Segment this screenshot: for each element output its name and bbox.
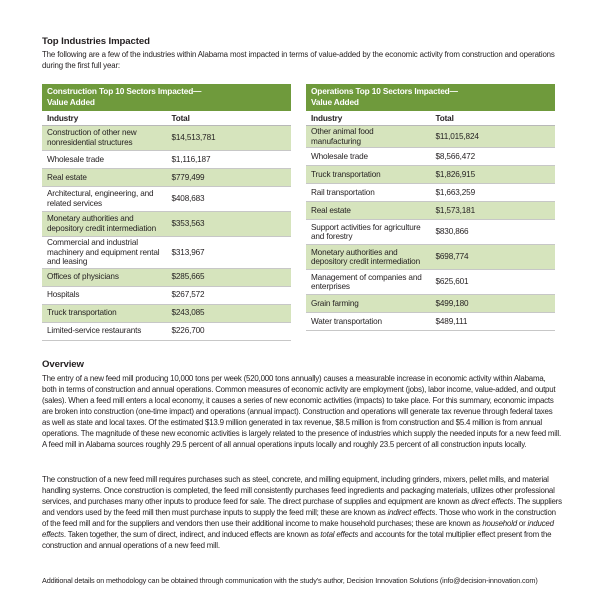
table-row [42,187,291,212]
total-cell: $625,601 [431,270,556,295]
title-line-2: Value Added [311,96,359,107]
table-row [306,220,555,245]
industry-cell: Architectural, engineering, and related services [42,187,167,212]
title-line-1: Construction Top 10 Sectors Impacted— [47,86,202,96]
table-row [42,304,291,322]
overview-paragraph-1: The entry of a new feed mill producing 10,000 tons per week (520,000 tons annually) causes a measurable increase in economic activity within Alabama, both in terms of construction and annual operations. Common measures of economic activity are employment (jobs), labor income, value-added, and output (sales). When a feed mill enters a local economy, it causes a series of new economic activities (impacts) to take place. For this summary, economic impacts are broken into construction (one-time impact) and operations (annual impact). Construction and operations will generate tax revenue through federal taxes as well as state and local taxes. Of the estimated $13.9 million generated in tax revenue, $8.5 million is from construction and $5.4 million is from annual operations. The magnitude of these new economic activities is largely related to the presence of industries which supply the needed inputs for a new feed mill. A feed mill in Alabama sources roughly 29.5 percent of all annual operations inputs locally and roughly 23.5 percent of all construction inputs locally. [42,374,561,450]
overview-title: Overview [42,359,84,370]
table-row [306,166,555,184]
total-cell: $285,665 [167,268,292,286]
title-line-1: Operations Top 10 Sectors Impacted— [311,86,458,96]
total-cell: $14,513,781 [167,126,292,151]
table-row [42,151,291,169]
table-row [42,126,291,151]
industry-cell: Wholesale trade [306,148,431,166]
table-row [42,237,291,269]
table-row [306,126,555,148]
text-segment: The construction of a new feed mill requires purchases such as steel, concrete, and milling equipment, including grinders, mixers, pellet mills, and material handling systems. Once construction is completed, the feed mill consistently purchases feed ingredients and packaging materials, utilizes other professional services, and purchases many other inputs to produce feed for sale. The direct purchase of supplies and equipment are known as [42,475,555,507]
industry-cell: Real estate [306,202,431,220]
total-cell: $408,683 [167,187,292,212]
column-header-industry: Industry [306,111,431,126]
text-segment: and accounts for the total multiplier effect present from the construction and annual operations of a new feed mill. [42,530,552,551]
text-segment: . The suppliers and vendors used by the feed mill then must purchase inputs to supply the feed mill; these are known as [42,497,562,518]
column-header-industry: Industry [42,111,167,126]
total-cell: $1,573,181 [431,202,556,220]
table-row [306,270,555,295]
title-line-2: Value Added [47,96,95,107]
industry-cell: Commercial and industrial machinery and equipment rental and leasing [42,237,167,269]
table-row [306,184,555,202]
industry-cell: Monetary authorities and depository credit intermediation [306,245,431,270]
table-title-row [42,84,291,111]
industry-cell: Truck transportation [306,166,431,184]
text-segment: . Taken together, the sum of direct, indirect, and induced effects are known as [63,530,321,540]
table-row [306,313,555,331]
emphasis-household: household [482,519,517,529]
construction-table [42,84,291,341]
footnote: Additional details on methodology can be obtained through communication with the study’s author, Decision Innovation Solutions (info@decision-innovation.com) [42,576,538,585]
table-title-row [306,84,555,111]
total-cell: $8,566,472 [431,148,556,166]
table-row [306,295,555,313]
construction-table-title [42,84,291,111]
emphasis-direct-effects: direct effects [471,497,514,507]
emphasis-total-effects: total effects [320,530,359,540]
total-cell: $353,563 [167,212,292,237]
total-cell: $1,663,259 [431,184,556,202]
table-row [42,169,291,187]
column-header-total: Total [431,111,556,126]
industry-cell: Rail transportation [306,184,431,202]
industry-cell: Real estate [42,169,167,187]
total-cell: $313,967 [167,237,292,269]
operations-table-title [306,84,555,111]
industry-cell: Other animal food manufacturing [306,126,431,148]
total-cell: $226,700 [167,322,292,340]
table-row [306,202,555,220]
overview-paragraph-2 [42,474,562,551]
industry-cell: Grain farming [306,295,431,313]
table-row [306,148,555,166]
intro-text: The following are a few of the industries within Alabama most impacted in terms of value-added by the economic activity from construction and operations during the first full year: [42,50,555,70]
total-cell: $11,015,824 [431,126,556,148]
total-cell: $1,116,187 [167,151,292,169]
table-row [42,286,291,304]
table-header-row [306,111,555,126]
industry-cell: Monetary authorities and depository credit intermediation [42,212,167,237]
section-title: Top Industries Impacted [42,36,150,47]
text-segment: or [516,519,528,529]
total-cell: $1,826,915 [431,166,556,184]
total-cell: $830,866 [431,220,556,245]
industry-cell: Truck transportation [42,304,167,322]
industry-cell: Wholesale trade [42,151,167,169]
emphasis-induced-effects: induced effects [42,519,554,540]
text-segment: . Those who work in the construction of the feed mill and for the suppliers and vendors then use their additional income to make household purchases; these are known as [42,508,556,529]
total-cell: $267,572 [167,286,292,304]
table-row [306,245,555,270]
total-cell: $243,085 [167,304,292,322]
industry-cell: Construction of other new nonresidential structures [42,126,167,151]
table-row [42,322,291,340]
industry-cell: Hospitals [42,286,167,304]
total-cell: $489,111 [431,313,556,331]
table-header-row [42,111,291,126]
total-cell: $779,499 [167,169,292,187]
industry-cell: Limited-service restaurants [42,322,167,340]
column-header-total: Total [167,111,292,126]
total-cell: $698,774 [431,245,556,270]
industry-cell: Water transportation [306,313,431,331]
table-row [42,212,291,237]
emphasis-indirect-effects: indirect effects [387,508,436,518]
industry-cell: Management of companies and enterprises [306,270,431,295]
operations-table [306,84,555,331]
table-row [42,268,291,286]
industry-cell: Support activities for agriculture and forestry [306,220,431,245]
total-cell: $499,180 [431,295,556,313]
industry-cell: Offices of physicians [42,268,167,286]
